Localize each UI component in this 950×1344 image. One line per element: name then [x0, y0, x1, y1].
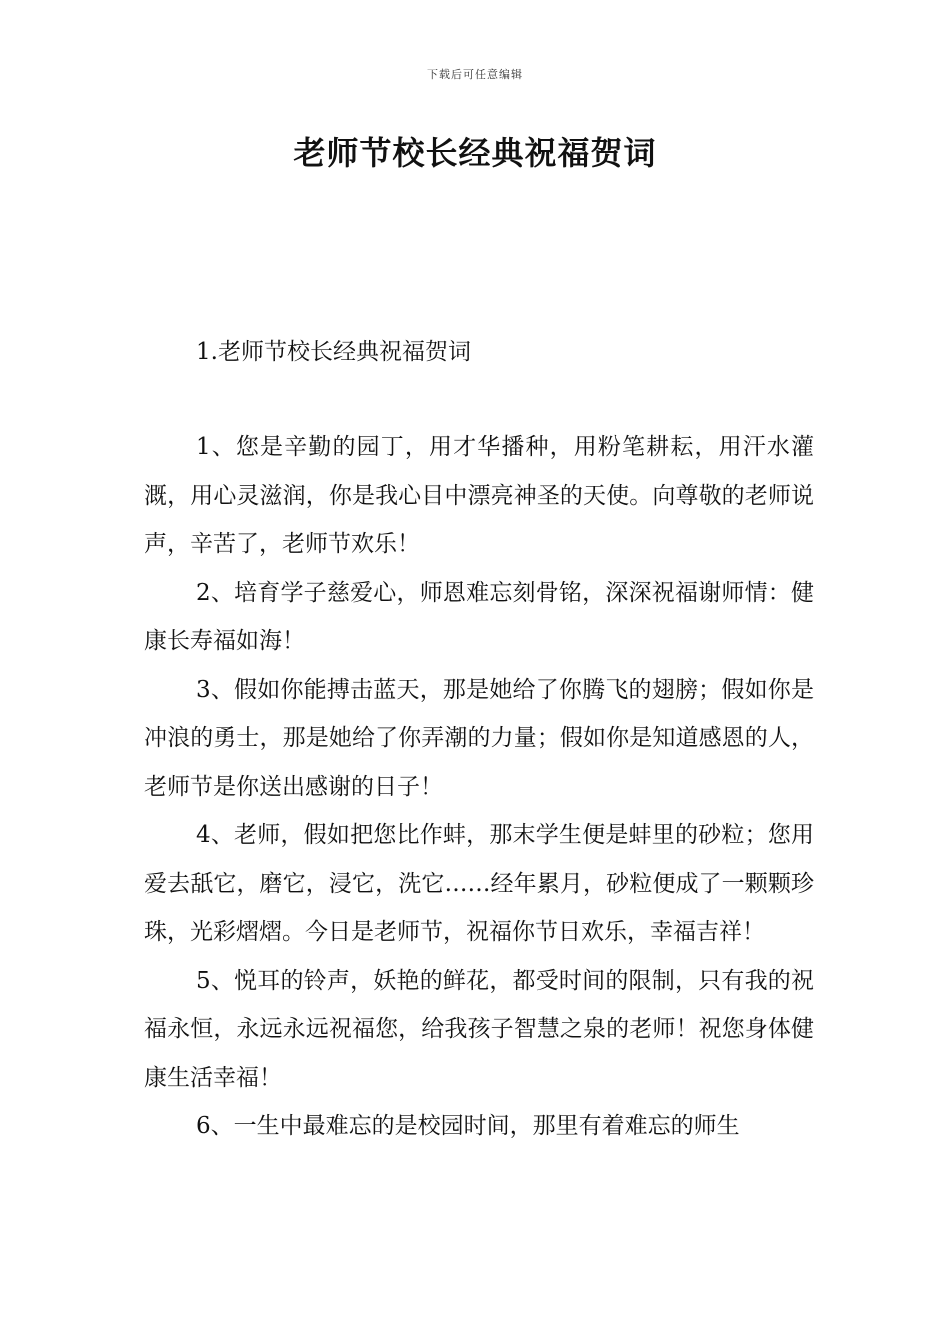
document-title: 老师节校长经典祝福贺词 [293, 134, 657, 172]
paragraph-6: 6、一生中最难忘的是校园时间，那里有着难忘的师生 [196, 1113, 740, 1139]
paragraph-2: 2、培育学子慈爱心，师恩难忘刻骨铭，深深祝福谢师情：健康长寿福如海！ [144, 579, 814, 654]
paragraph-5: 5、悦耳的铃声，妖艳的鲜花，都受时间的限制，只有我的祝福永恒，永远永远祝福您，给我孩子智慧之泉的老师！祝您身体健康生活幸福！ [144, 967, 814, 1091]
section-heading: 1.老师节校长经典祝福贺词 [196, 339, 471, 365]
body-text [144, 423, 814, 1151]
header-note: 下载后可任意编辑 [427, 68, 523, 81]
paragraph-1: 1、您是辛勤的园丁，用才华播种，用粉笔耕耘，用汗水灌溉，用心灵滋润，你是我心目中漂亮神圣的天使。向尊敬的老师说声，辛苦了，老师节欢乐！ [144, 434, 814, 557]
paragraph-4: 4、老师，假如把您比作蚌，那末学生便是蚌里的砂粒；您用爱去舐它，磨它，浸它，洗它……经年累月，砂粒便成了一颗颗珍珠，光彩熠熠。今日是老师节，祝福你节日欢乐，幸福吉祥！ [144, 822, 814, 945]
paragraph-3: 3、假如你能搏击蓝天，那是她给了你腾飞的翅膀；假如你是冲浪的勇士，那是她给了你弄潮的力量；假如你是知道感恩的人，老师节是你送出感谢的日子！ [144, 676, 814, 800]
